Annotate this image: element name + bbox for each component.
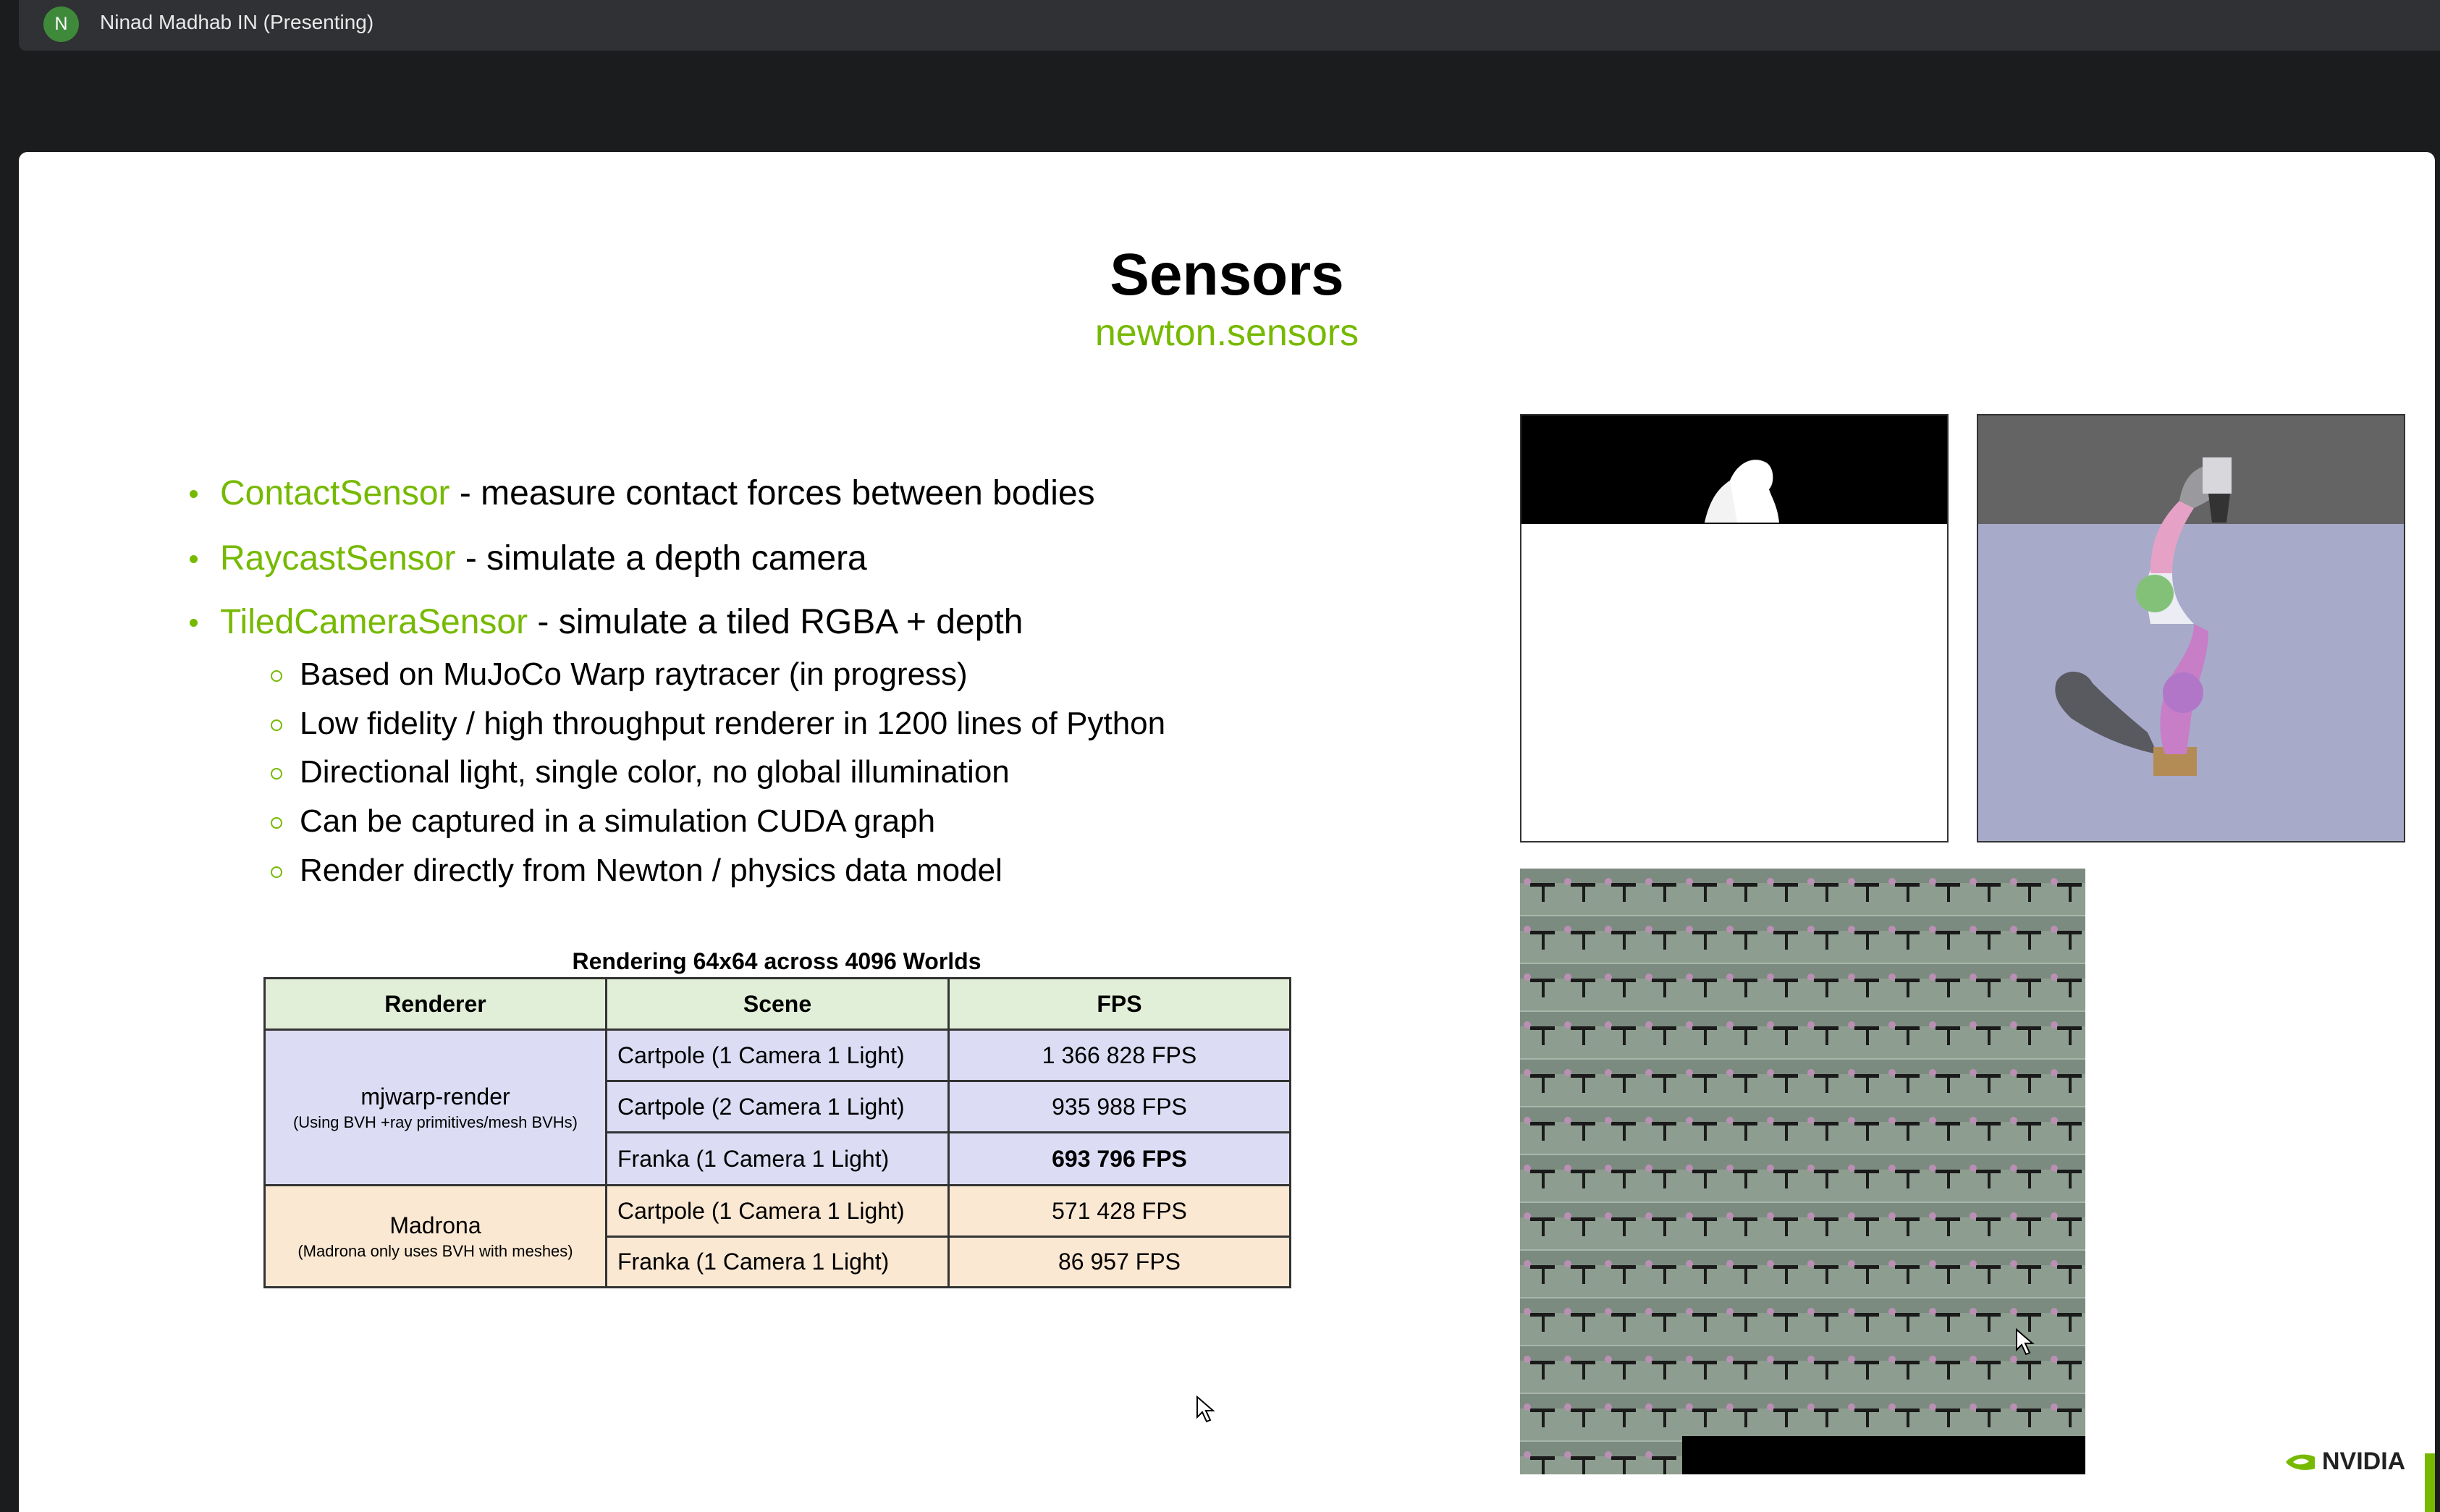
sub-bullet-circle-icon — [271, 817, 282, 829]
table-row: Cartpole (1 Camera 1 Light) — [605, 1184, 950, 1238]
mouse-cursor-icon — [1196, 1395, 1217, 1424]
sub-bullet-text: Directional light, single color, no global illumination — [300, 754, 1010, 790]
bullet-keyword: RaycastSensor — [220, 539, 456, 578]
nvidia-eye-icon — [2284, 1451, 2316, 1473]
table-header-scene: Scene — [605, 977, 950, 1031]
renderer-name: Madrona — [389, 1212, 481, 1238]
bullet-keyword: ContactSensor — [220, 474, 450, 512]
nvidia-logo — [2284, 1448, 2405, 1476]
table-caption: Rendering 64x64 across 4096 Worlds — [572, 948, 982, 974]
table-group-madrona — [263, 1184, 607, 1288]
table-row: Franka (1 Camera 1 Light) — [605, 1236, 950, 1288]
table-row: Franka (1 Camera 1 Light) — [605, 1131, 950, 1186]
slide-title: Sensors — [1110, 242, 1344, 308]
mouse-cursor-icon — [2015, 1328, 2037, 1357]
rgb-render-image — [1977, 414, 2405, 842]
table-cell-fps: 571 428 FPS — [947, 1184, 1291, 1238]
meeting-top-bar — [19, 0, 2440, 51]
nvidia-logo-text: NVIDIA — [2322, 1448, 2406, 1475]
sub-bullet-circle-icon — [271, 670, 282, 682]
table-cell-fps: 693 796 FPS — [947, 1131, 1291, 1186]
depth-render-image — [1520, 414, 1949, 842]
table-row: Cartpole (1 Camera 1 Light) — [605, 1029, 950, 1082]
table-header-fps: FPS — [947, 977, 1291, 1031]
sub-bullet-circle-icon — [271, 768, 282, 780]
bullet-dot-icon — [190, 619, 198, 627]
tiled-render-image — [1520, 869, 2085, 1474]
sub-bullet-circle-icon — [271, 866, 282, 878]
bullet-dot-icon — [190, 490, 198, 498]
shared-slide — [19, 152, 2435, 1512]
table-row: Cartpole (2 Camera 1 Light) — [605, 1080, 950, 1133]
slide-accent-strip — [2425, 1453, 2435, 1512]
bullet-keyword: TiledCameraSensor — [220, 603, 528, 641]
renderer-note: (Madrona only uses BVH with meshes) — [297, 1241, 573, 1260]
bullet-dot-icon — [190, 555, 198, 563]
sub-bullet-text: Can be captured in a simulation CUDA graph — [300, 803, 936, 839]
renderer-note: (Using BVH +ray primitives/mesh BVHs) — [292, 1112, 578, 1131]
presenter-avatar[interactable]: N — [43, 7, 79, 42]
sub-bullet-circle-icon — [271, 719, 282, 731]
sub-bullet-text: Based on MuJoCo Warp raytracer (in progress) — [300, 656, 968, 692]
bullet-text: - simulate a depth camera — [455, 539, 867, 578]
bullet-text: - measure contact forces between bodies — [449, 474, 1095, 512]
table-cell-fps: 86 957 FPS — [947, 1236, 1291, 1288]
presenter-label: Ninad Madhab IN (Presenting) — [100, 11, 374, 33]
table-cell-fps: 935 988 FPS — [947, 1080, 1291, 1133]
sub-bullet-text: Render directly from Newton / physics data model — [300, 853, 1002, 888]
table-cell-fps: 1 366 828 FPS — [947, 1029, 1291, 1082]
sub-bullet-text: Low fidelity / high throughput renderer in 1200 lines of Python — [300, 706, 1166, 741]
slide-subtitle: newton.sensors — [1094, 312, 1359, 354]
bullet-text: - simulate a tiled RGBA + depth — [528, 603, 1023, 641]
table-header-renderer: Renderer — [263, 977, 607, 1031]
renderer-name: mjwarp-render — [360, 1083, 510, 1110]
table-group-mjwarp — [263, 1029, 607, 1186]
